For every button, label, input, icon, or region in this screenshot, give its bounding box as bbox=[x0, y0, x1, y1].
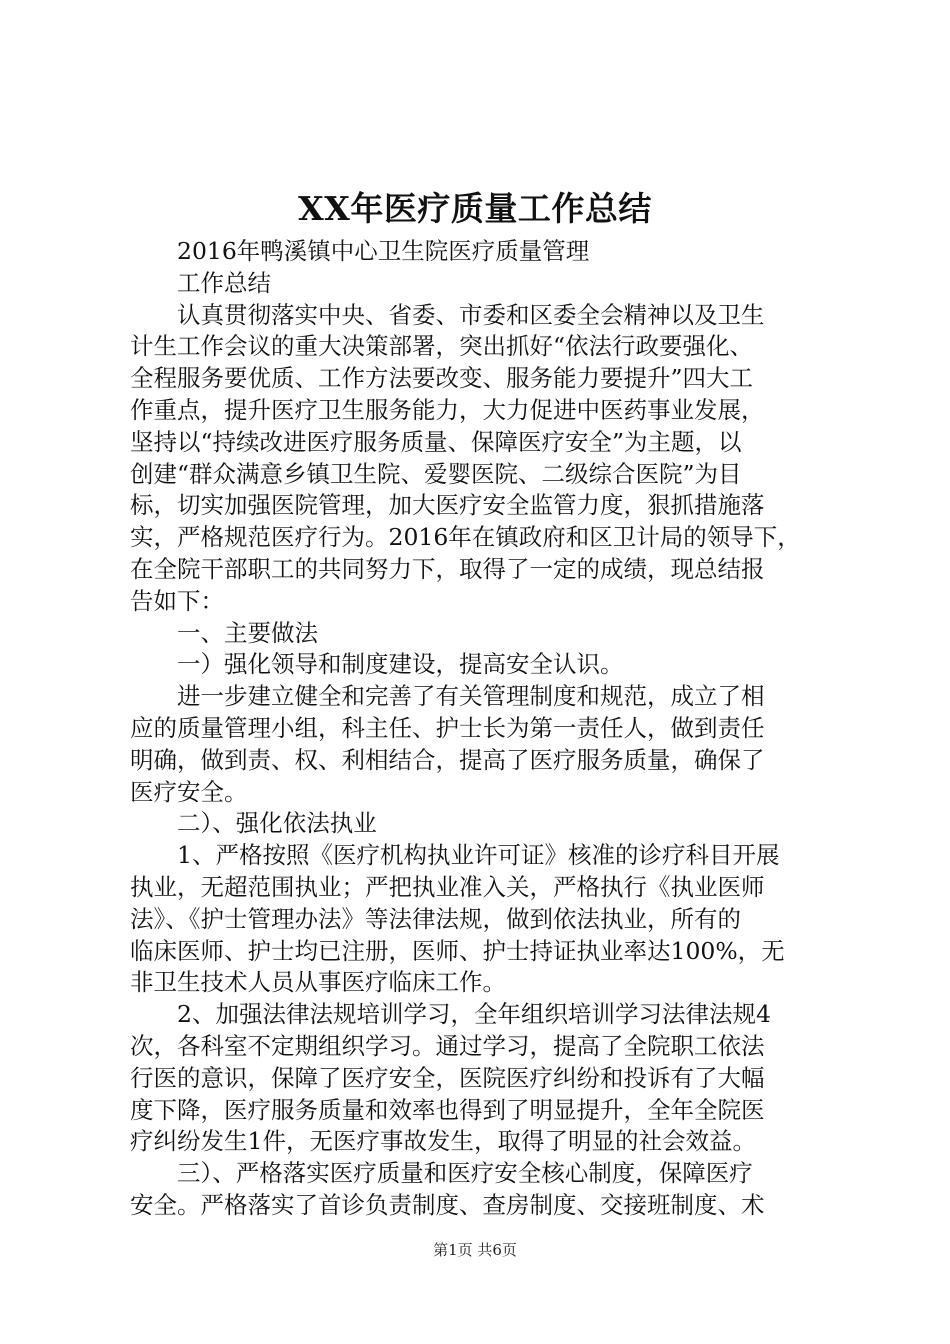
document-title: XX年医疗质量工作总结 bbox=[298, 189, 652, 228]
body-line: 创建“群众满意乡镇卫生院、爱婴医院、二级综合医院”为目 bbox=[130, 459, 742, 488]
body-line: 在全院干部职工的共同努力下，取得了一定的成绩，现总结报 bbox=[130, 554, 765, 583]
body-line: 疗纠纷发生1件，无医疗事故发生，取得了明显的社会效益。 bbox=[130, 1127, 756, 1156]
body-line: 认真贯彻落实中央、省委、市委和区委全会精神以及卫生 bbox=[130, 300, 765, 329]
body-line: 非卫生技术人员从事医疗临床工作。 bbox=[130, 968, 506, 997]
body-line: 2016年鸭溪镇中心卫生院医疗质量管理 bbox=[130, 237, 590, 265]
body-line: 1、严格按照《医疗机构执业许可证》核准的诊疗科目开展 bbox=[130, 841, 780, 870]
body-line: 2、加强法律法规培训学习，全年组织培训学习法律法规4 bbox=[130, 1000, 771, 1029]
body-line: 安全。严格落实了首诊负责制度、查房制度、交接班制度、术 bbox=[130, 1190, 765, 1219]
body-line: 度下降，医疗服务质量和效率也得到了明显提升，全年全院医 bbox=[130, 1095, 765, 1124]
document-body bbox=[130, 236, 830, 1222]
subsection-heading: 一）强化领导和制度建设，提高安全认识。 bbox=[130, 650, 624, 679]
body-line: 应的质量管理小组，科主任、护士长为第一责任人，做到责任 bbox=[130, 713, 765, 742]
body-line: 明确，做到责、权、利相结合，提高了医疗服务质量，确保了 bbox=[130, 745, 765, 774]
body-line: 进一步建立健全和完善了有关管理制度和规范，成立了相 bbox=[130, 682, 765, 711]
body-line: 行医的意识，保障了医疗安全，医院医疗纠纷和投诉有了大幅 bbox=[130, 1063, 765, 1092]
body-line: 次，各科室不定期组织学习。通过学习，提高了全院职工依法 bbox=[130, 1031, 765, 1060]
subsection-heading: 二）、强化依法执业 bbox=[130, 809, 377, 838]
page-number-footer: 第1页 共6页 bbox=[433, 1241, 517, 1259]
body-line: 坚持以“持续改进医疗服务质量、保障医疗安全”为主题，以 bbox=[130, 427, 742, 456]
body-line: 临床医师、护士均已注册，医师、护士持证执业率达100%，无 bbox=[130, 936, 785, 965]
body-line: 医疗安全。 bbox=[130, 777, 248, 806]
body-line: 作重点，提升医疗卫生服务能力，大力促进中医药事业发展， bbox=[130, 395, 765, 424]
body-line: 工作总结 bbox=[130, 268, 271, 297]
body-line: 计生工作会议的重大决策部署，突出抓好“依法行政要强化、 bbox=[130, 332, 754, 361]
body-line: 告如下： bbox=[130, 586, 224, 615]
subsection-heading: 三）、严格落实医疗质量和医疗安全核心制度，保障医疗 bbox=[130, 1159, 753, 1188]
body-line: 法》、《护士管理办法》等法律法规，做到依法执业，所有的 bbox=[130, 904, 741, 933]
body-line: 执业，无超范围执业；严把执业准入关，严格执行《执业医师 bbox=[130, 872, 765, 901]
body-line: 标，切实加强医院管理，加大医疗安全监管力度，狠抓措施落 bbox=[130, 491, 765, 520]
body-line: 实，严格规范医疗行为。2016年在镇政府和区卫计局的领导下， bbox=[130, 523, 801, 552]
section-heading: 一、主要做法 bbox=[130, 618, 318, 647]
body-line: 全程服务要优质、工作方法要改变、服务能力要提升”四大工 bbox=[130, 364, 754, 393]
